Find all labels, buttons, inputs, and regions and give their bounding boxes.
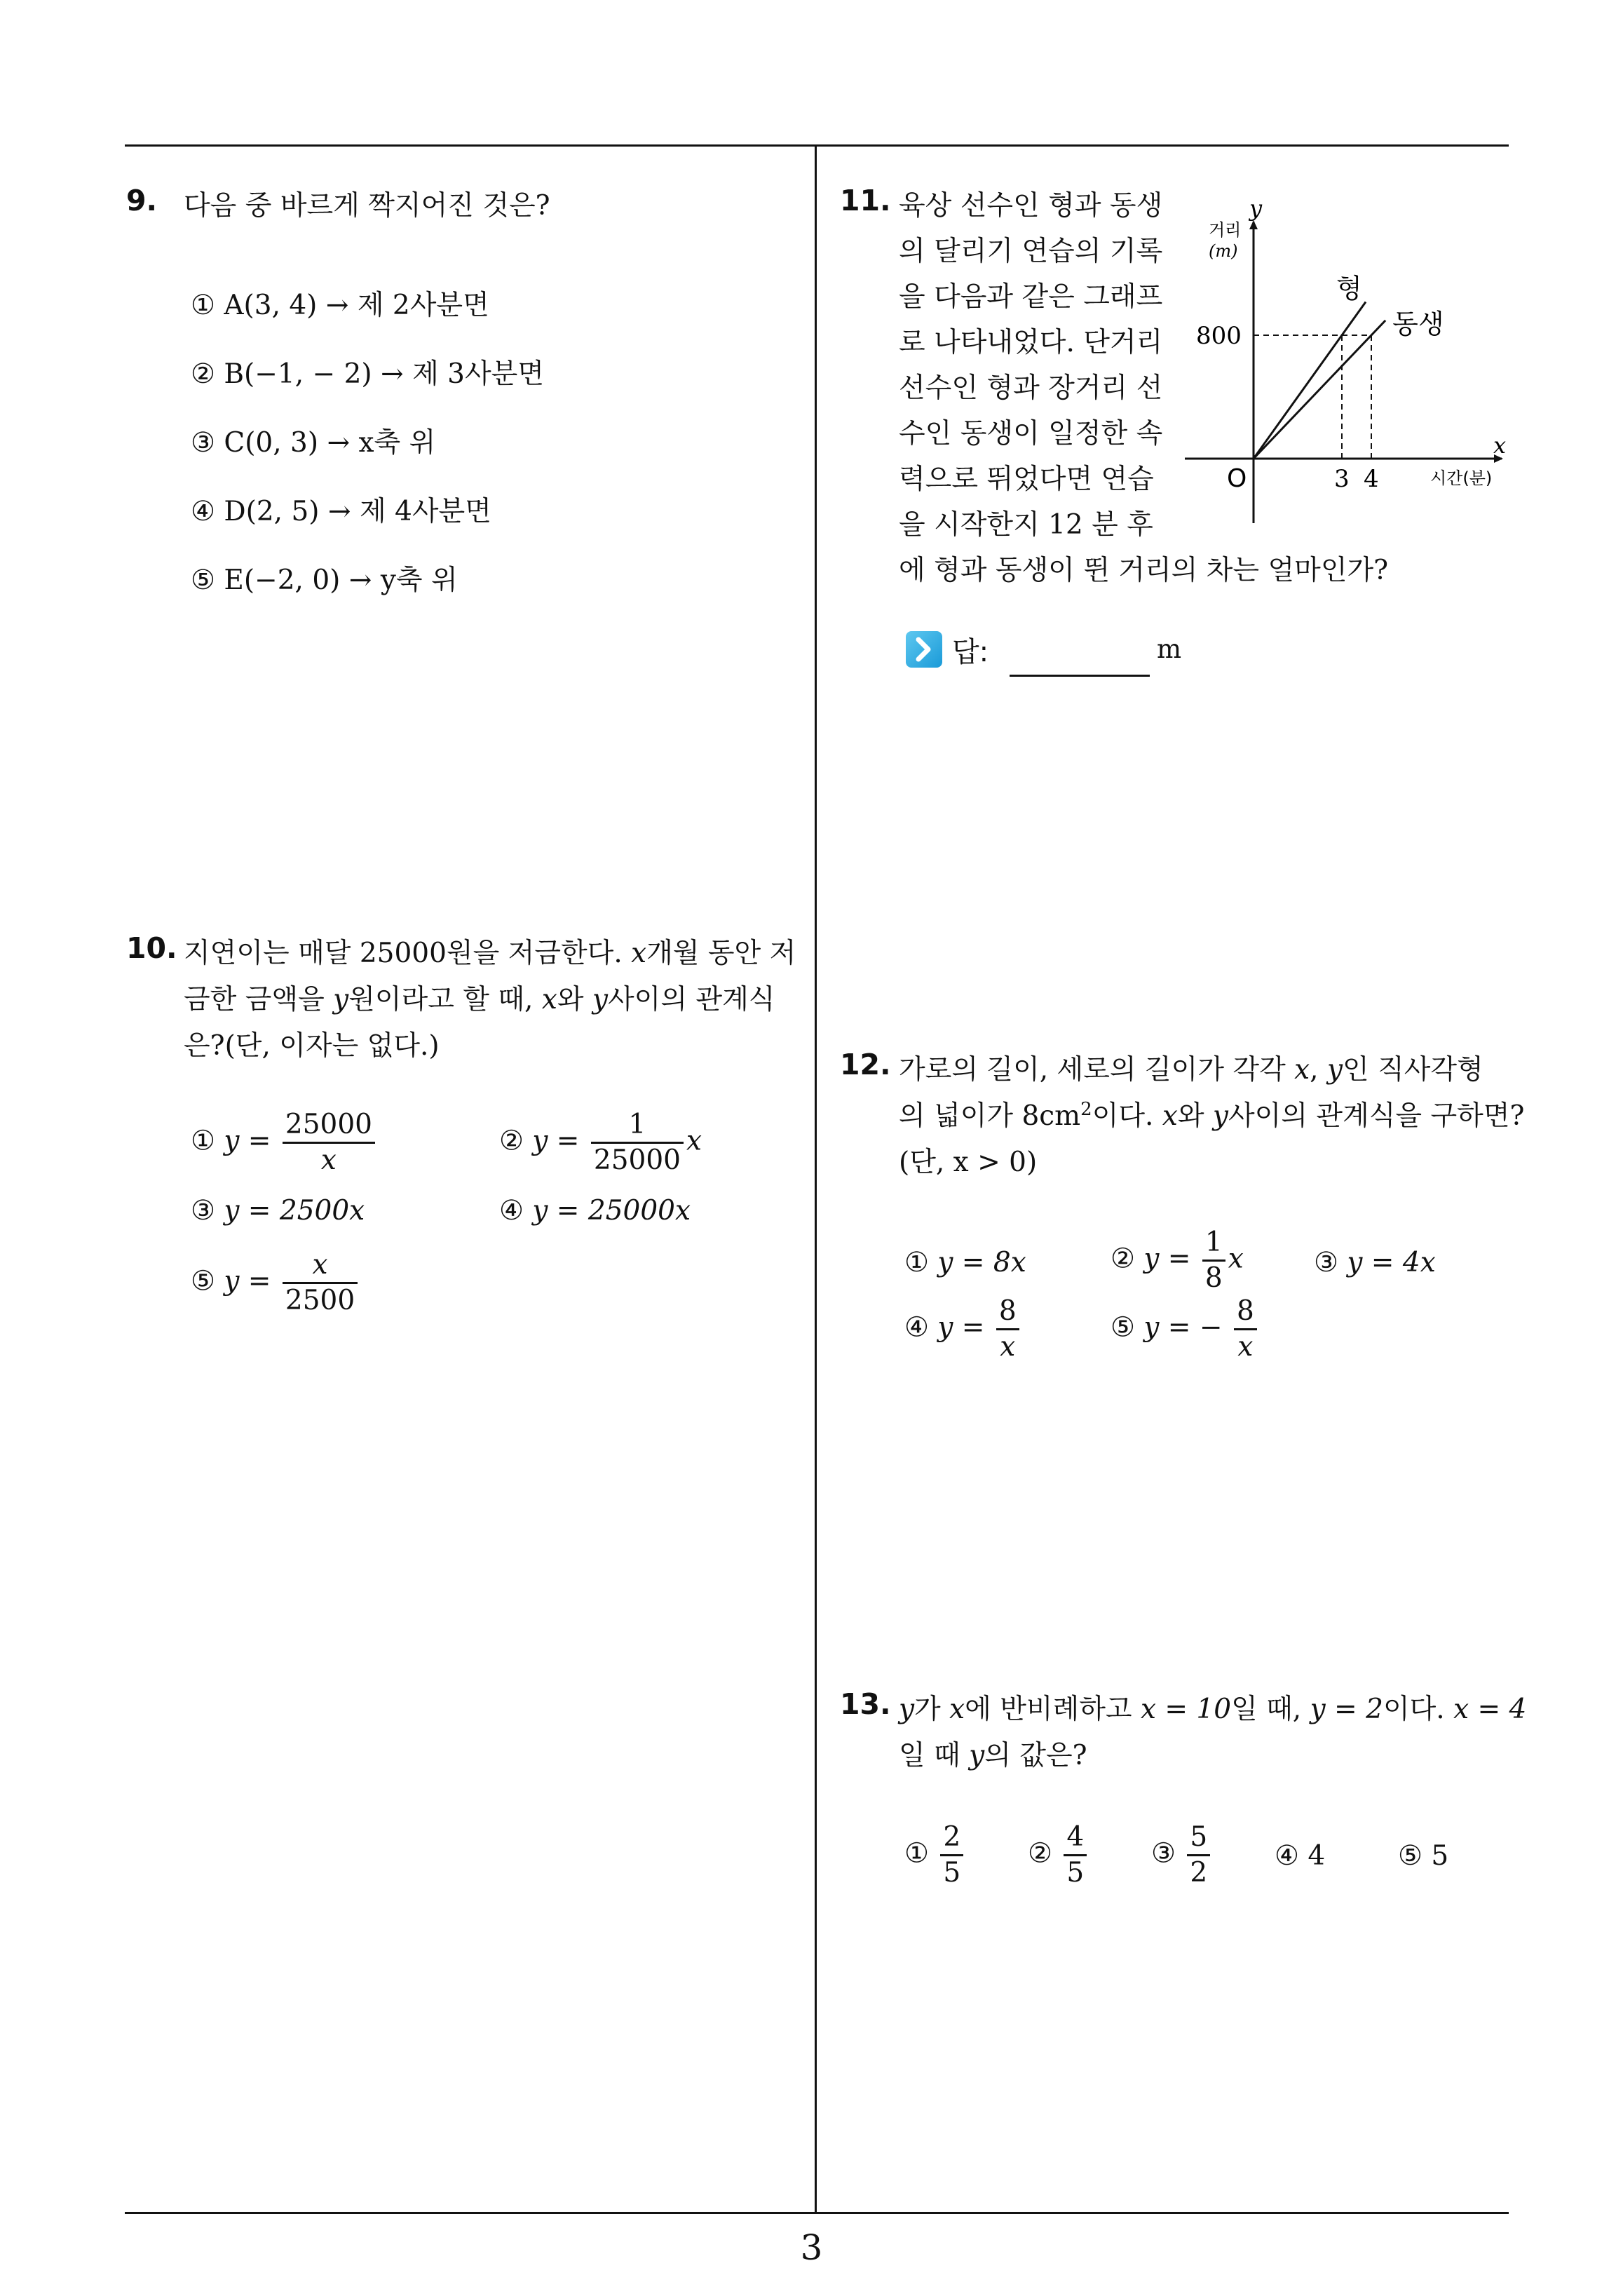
series-line-1 (1254, 302, 1366, 459)
math-var: x (949, 1694, 965, 1725)
option-4[interactable] (499, 1195, 691, 1227)
option-2[interactable] (499, 1108, 702, 1177)
option-mark: ⑤ (191, 1265, 215, 1297)
option-mark: ④ (499, 1195, 524, 1227)
text: 지연이는 매달 25000원을 저금한다. (184, 938, 632, 969)
question-stem-line-2 (899, 1734, 1087, 1773)
series-label-2: 동생 (1392, 308, 1444, 339)
option-mark: ① (904, 1247, 929, 1278)
option-3[interactable] (191, 1195, 365, 1227)
y-unit-label: 거리 (1209, 220, 1242, 240)
math-var: x (541, 984, 557, 1015)
option-3[interactable] (1151, 1821, 1213, 1890)
option-text: D(2, 5) → 제 4사분면 (224, 496, 491, 527)
fraction (1064, 1821, 1087, 1890)
option-1[interactable] (191, 1108, 378, 1177)
option-2[interactable] (191, 352, 544, 391)
option-5[interactable] (191, 558, 458, 597)
option-mark: ③ (191, 427, 215, 459)
option-5[interactable] (191, 1248, 360, 1318)
question-number: 13. (840, 1687, 891, 1721)
answer-unit: m (1157, 634, 1182, 664)
answer-label: 답: (952, 636, 989, 668)
denominator: 5 (1066, 1857, 1085, 1889)
numerator: 1 (591, 1108, 684, 1144)
text: 개월 동안 저 (646, 938, 796, 969)
option-mark: ② (1028, 1837, 1052, 1870)
question-stem-line-7: 력으로 뛰었다면 연습 (899, 464, 1154, 495)
origin-label: O (1227, 464, 1247, 493)
option-mark: ② (1111, 1243, 1135, 1275)
math-expr: x = 10 (1140, 1694, 1232, 1725)
text: 이다. (1383, 1694, 1454, 1725)
option-2[interactable] (1111, 1226, 1244, 1295)
fraction (940, 1821, 963, 1890)
answer-blank[interactable] (1010, 675, 1150, 677)
numerator: 8 (1234, 1295, 1257, 1330)
denominator: 5 (943, 1857, 961, 1889)
math-var: x (631, 938, 647, 969)
math-var: x (1162, 1100, 1178, 1132)
question-number: 9. (126, 184, 158, 217)
option-lhs: y = (1143, 1243, 1191, 1275)
option-mark: ④ (904, 1311, 929, 1344)
fraction (1202, 1226, 1225, 1295)
option-text: y = 25000x (532, 1195, 691, 1227)
option-5[interactable] (1111, 1295, 1260, 1364)
math-expr: x = 4 (1453, 1694, 1527, 1725)
fraction (591, 1108, 684, 1177)
option-2[interactable] (1028, 1821, 1089, 1890)
bottom-rule (125, 2212, 1509, 2214)
option-mark: ① (191, 1125, 215, 1157)
x-axis-letter: x (1493, 432, 1507, 459)
option-mark: ① (191, 290, 215, 321)
y-unit-label-paren: (m) (1209, 241, 1238, 261)
fraction (283, 1108, 375, 1177)
text: , (1310, 1054, 1327, 1086)
fraction (283, 1248, 358, 1318)
text: 가 (914, 1694, 950, 1725)
option-3[interactable] (191, 421, 435, 460)
answer-arrow-icon (906, 631, 942, 668)
text: 와 (557, 984, 592, 1015)
question-stem-line-8: 을 시작한지 12 분 후 (899, 509, 1153, 541)
option-4[interactable] (904, 1295, 1022, 1364)
question-stem-line-2 (899, 1094, 1524, 1133)
option-text: B(−1, − 2) → 제 3사분면 (224, 358, 545, 390)
option-3[interactable] (1314, 1247, 1436, 1278)
option-tail: x (1228, 1243, 1244, 1275)
option-mark: ④ (1275, 1840, 1299, 1872)
question-stem-line-4: 로 나타내었다. 단거리 (899, 327, 1163, 358)
option-text: y = 2500x (224, 1195, 365, 1227)
denominator: x (1237, 1331, 1254, 1363)
option-mark: ④ (191, 496, 215, 527)
option-lhs: y = − (1143, 1311, 1223, 1344)
denominator: x (320, 1144, 337, 1176)
option-text: C(0, 3) → x축 위 (224, 427, 436, 459)
question-stem-line-3: (단, x > 0) (899, 1147, 1038, 1178)
math-var: y (969, 1740, 985, 1771)
x-unit-label: 시간(분) (1430, 468, 1493, 488)
math-expr: y = 2 (1310, 1694, 1383, 1725)
option-lhs: y = (224, 1265, 271, 1297)
option-5[interactable] (1398, 1840, 1448, 1872)
x-tick-label-2: 4 (1364, 465, 1379, 493)
math-var: y (899, 1694, 915, 1725)
numerator: 5 (1187, 1821, 1210, 1856)
option-mark: ② (499, 1125, 524, 1157)
option-1[interactable] (904, 1247, 1026, 1278)
series-line-2 (1254, 320, 1385, 459)
question-stem-line-6: 수인 동생이 일정한 속 (899, 418, 1163, 450)
option-mark: ③ (1314, 1247, 1338, 1278)
option-mark: ③ (191, 1195, 215, 1227)
question-number: 12. (840, 1048, 891, 1081)
denominator: x (1000, 1331, 1016, 1363)
text: 일 때 (899, 1740, 970, 1771)
option-text: 5 (1431, 1840, 1449, 1872)
text: 원이라고 할 때, (348, 984, 542, 1015)
math-var: y (333, 984, 349, 1015)
text: 사이의 관계식 (607, 984, 775, 1015)
fraction (1234, 1295, 1257, 1364)
option-mark: ② (191, 358, 215, 390)
math-var: y (1326, 1054, 1343, 1086)
option-4[interactable] (191, 489, 491, 529)
question-stem-line-1 (184, 931, 796, 971)
question-stem-line-2 (184, 978, 775, 1017)
option-mark: ⑤ (1111, 1311, 1135, 1344)
option-text: y = 4x (1347, 1247, 1436, 1278)
text: 이다. (1092, 1100, 1162, 1132)
text: 의 값은? (984, 1740, 1087, 1771)
option-lhs: y = (224, 1125, 271, 1157)
option-mark: ① (904, 1837, 929, 1870)
option-text: 4 (1308, 1840, 1326, 1872)
option-lhs: y = (532, 1125, 580, 1157)
math-var: y (1212, 1100, 1228, 1132)
numerator: 2 (940, 1821, 963, 1856)
math-var: x (1294, 1054, 1310, 1086)
question-number: 11. (840, 184, 891, 217)
fraction (996, 1295, 1019, 1364)
text: 에 반비례하고 (965, 1694, 1141, 1725)
question-stem-line-1: 육상 선수인 형과 동생 (899, 190, 1163, 222)
fraction (1187, 1821, 1210, 1890)
question-stem-line-1 (899, 1048, 1483, 1087)
column-divider (815, 144, 817, 2213)
option-text: A(3, 4) → 제 2사분면 (224, 290, 489, 321)
option-text: E(−2, 0) → y축 위 (224, 565, 458, 596)
denominator: 2 (1190, 1857, 1208, 1889)
question-stem-line-5: 선수인 형과 장거리 선 (899, 372, 1163, 404)
question-stem-line-2: 의 달리기 연습의 기록 (899, 236, 1163, 267)
option-text: y = 8x (937, 1247, 1026, 1278)
option-4[interactable] (1275, 1840, 1325, 1872)
denominator: 8 (1204, 1262, 1223, 1294)
text: 사이의 관계식을 구하면? (1228, 1100, 1525, 1132)
page-number: 3 (800, 2227, 823, 2268)
text: 가로의 길이, 세로의 길이가 각각 (899, 1054, 1295, 1086)
option-lhs: y = (937, 1311, 985, 1344)
question-stem-line-9: 에 형과 동생이 뛴 거리의 차는 얼마인가? (899, 555, 1389, 586)
numerator: 25000 (283, 1108, 375, 1144)
option-tail: x (686, 1125, 702, 1157)
y-axis-letter: y (1249, 201, 1263, 222)
option-1[interactable] (904, 1821, 966, 1890)
text: 와 (1177, 1100, 1213, 1132)
distance-time-graph (1185, 201, 1521, 523)
question-number: 10. (126, 931, 177, 965)
numerator: 1 (1202, 1226, 1225, 1262)
text: 의 넓이가 8cm (899, 1100, 1081, 1132)
text: 인 직사각형 (1343, 1054, 1483, 1086)
top-rule (125, 144, 1509, 147)
numerator: 8 (996, 1295, 1019, 1330)
superscript: 2 (1080, 1099, 1092, 1120)
option-mark: ⑤ (191, 565, 215, 596)
question-stem-line-3: 은?(단, 이자는 없다.) (184, 1030, 440, 1062)
numerator: x (283, 1248, 358, 1284)
y-tick-label-1: 800 (1196, 322, 1242, 350)
question-stem-line-1 (899, 1687, 1526, 1727)
option-mark: ③ (1151, 1837, 1176, 1870)
math-var: y (592, 984, 608, 1015)
denominator: 2500 (285, 1285, 355, 1316)
numerator: 4 (1064, 1821, 1087, 1856)
denominator: 25000 (593, 1144, 681, 1176)
series-label-1: 형 (1336, 273, 1362, 304)
text: 일 때, (1231, 1694, 1310, 1725)
question-stem: 다음 중 바르게 짝지어진 것은? (184, 190, 550, 222)
option-1[interactable] (191, 283, 489, 323)
text: 금한 금액을 (184, 984, 334, 1015)
x-tick-label-1: 3 (1334, 465, 1350, 493)
option-mark: ⑤ (1398, 1840, 1422, 1872)
question-stem-line-3: 을 다음과 같은 그래프 (899, 281, 1163, 313)
